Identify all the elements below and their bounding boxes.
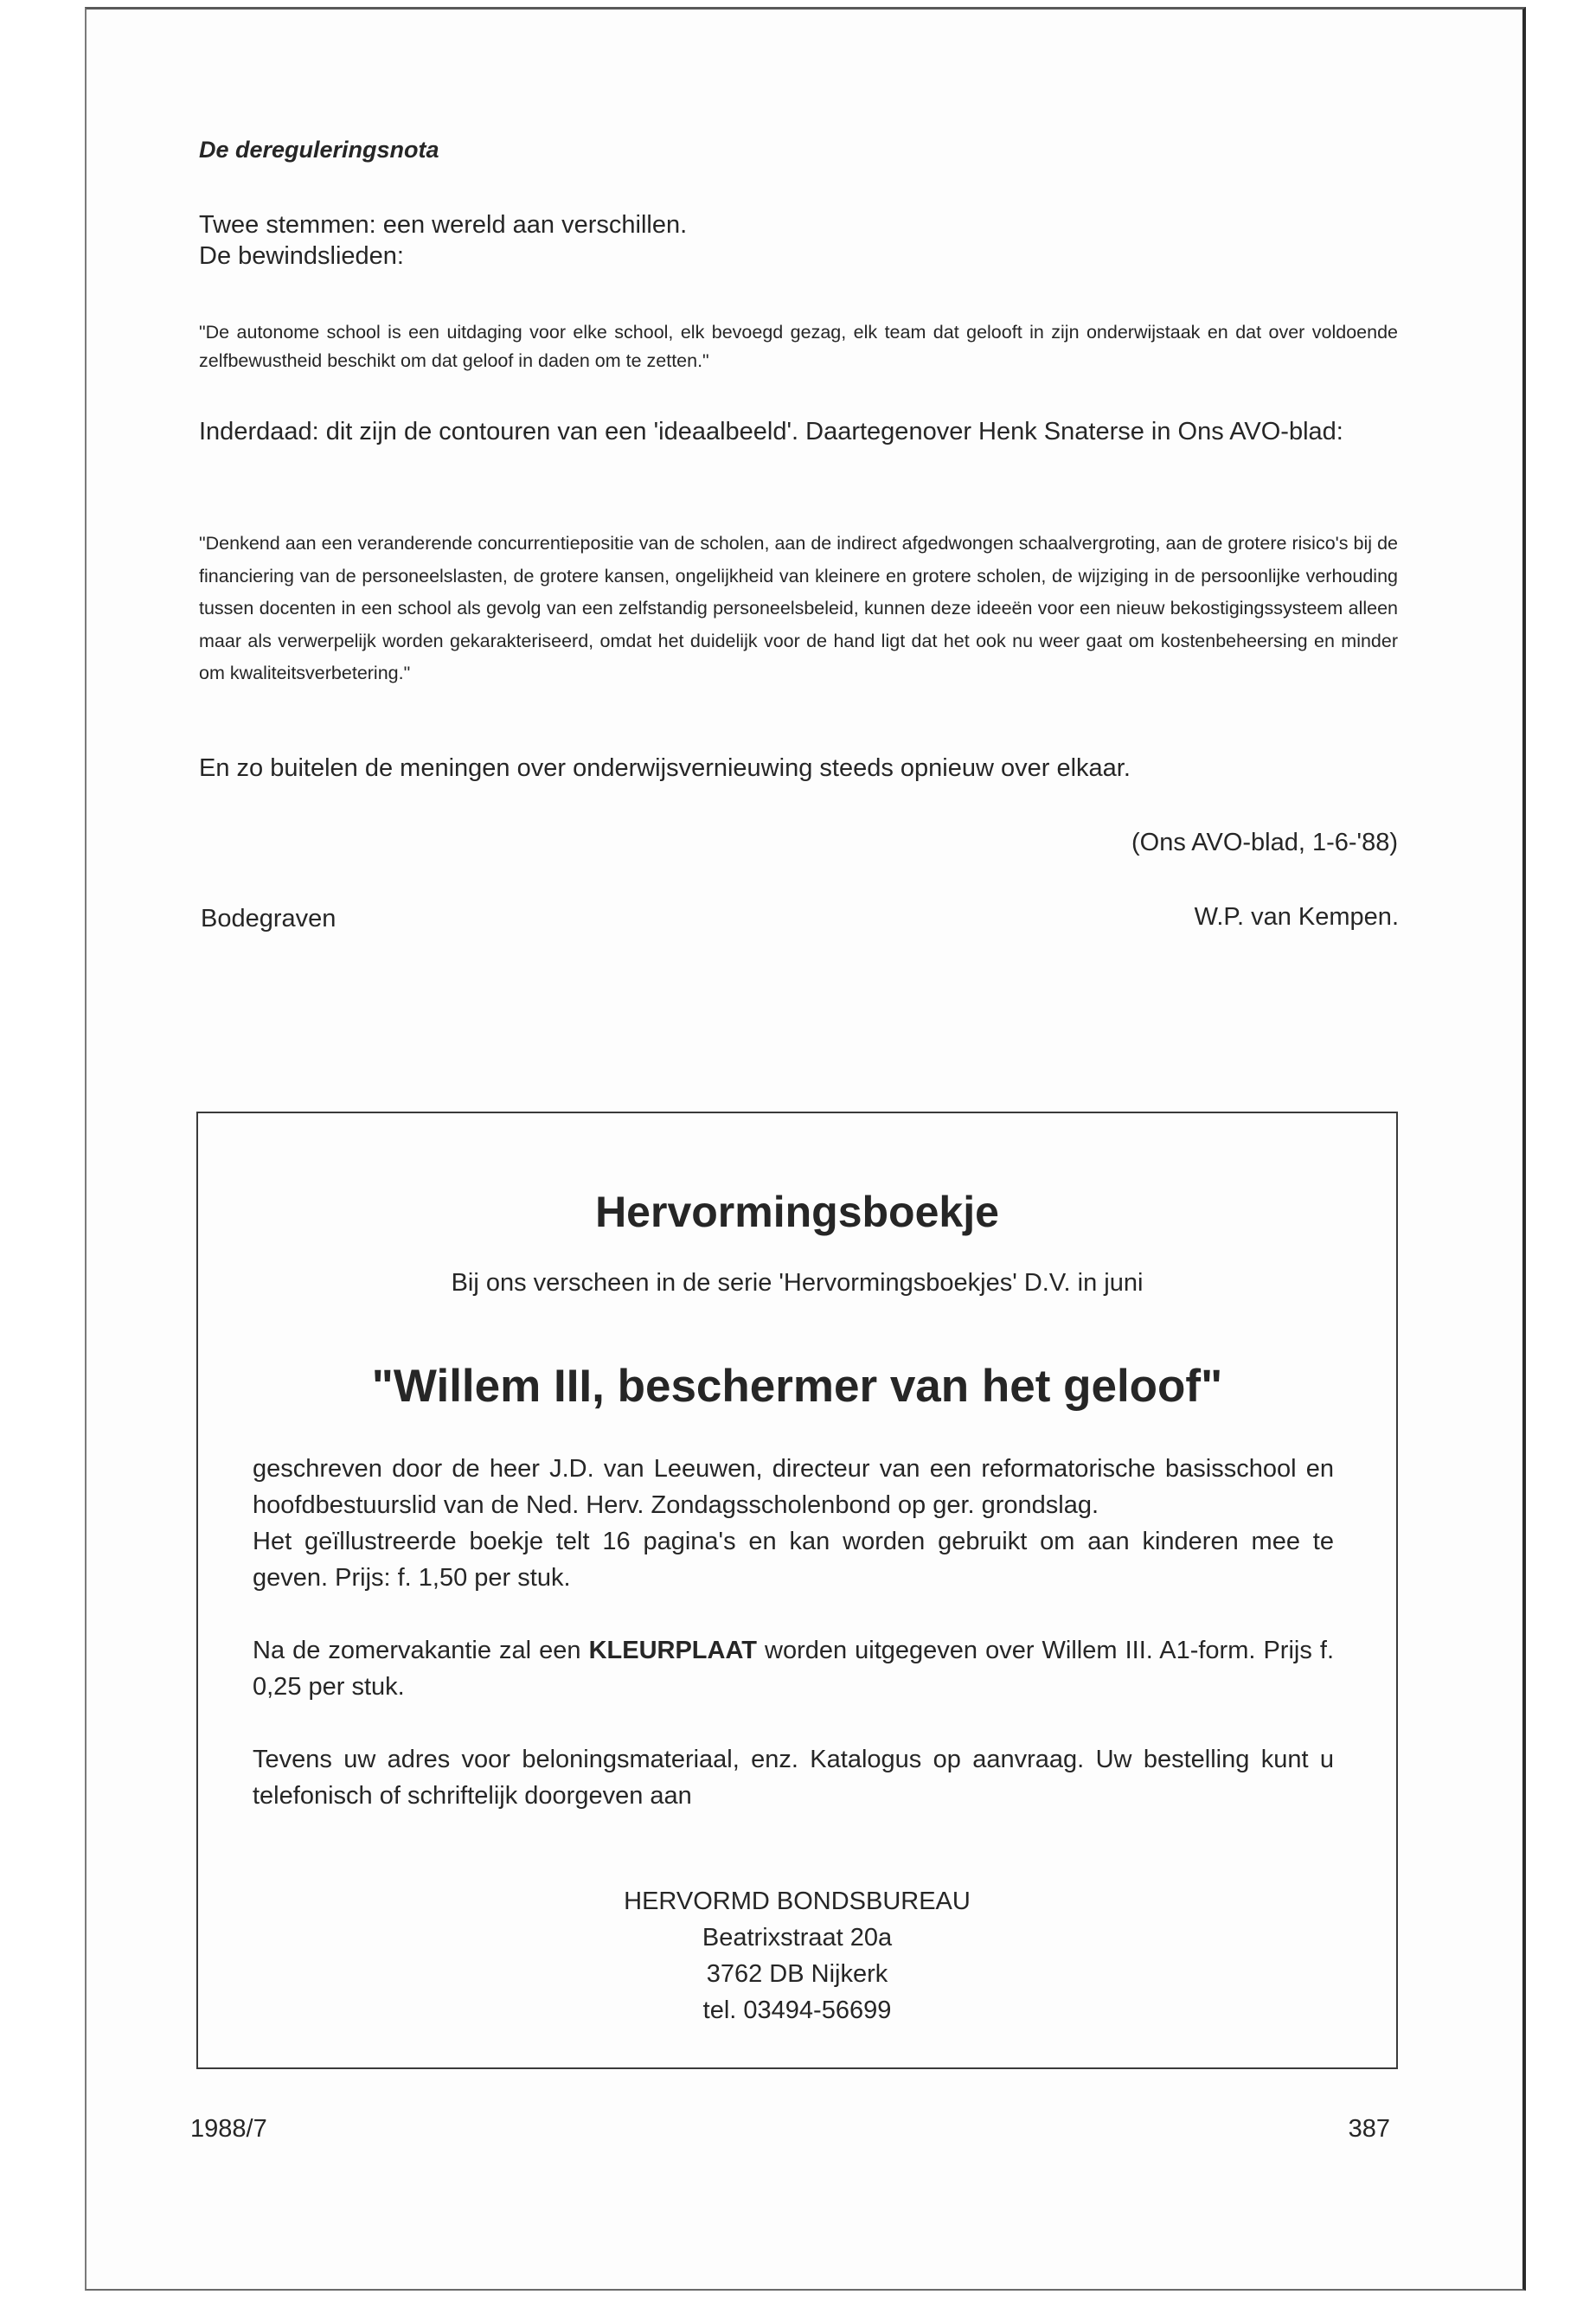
- ad-body: [253, 1451, 1334, 1814]
- ad-address: [198, 1883, 1396, 2029]
- intro-line: Twee stemmen: een wereld aan verschillen.: [199, 211, 688, 239]
- snaterse-quote: "Denkend aan een veranderende concurrentiepositie van de scholen, aan de indirect afgedwongen schaalvergroting, aan de grotere risico's bij de financiering van de personeelslasten, de grotere kansen, ongelijkheid van kleinere en grotere scholen, de wijziging in de persoonlijke verhouding tussen docenten in een school als gevolg van een zelfstandig personeelsbeleid, kunnen deze ideeën voor een nieuw bekostigingssysteem alleen maar als verwerpelijk worden gekarakteriseerd, omdat het duidelijk voor de hand ligt dat het ook nu weer gaat om kostenbeheersing en minder om kwaliteitsverbetering.": [199, 533, 1398, 683]
- article-conclusion: En zo buitelen de meningen over onderwijsvernieuwing steeds opnieuw over elkaar.: [199, 754, 1131, 782]
- ad-ordering: Tevens uw adres voor beloningsmateriaal, enz. Katalogus op aanvraag. Uw bestelling kunt u telefonisch of schriftelijk doorgeven aan: [253, 1746, 1334, 1810]
- government-quote: "De autonome school is een uitdaging voor elke school, elk bevoegd gezag, elk team dat gelooft in zijn onderwijstaak en dat over voldoende zelfbewustheid beschikt om dat geloof in daden om te zetten.": [199, 322, 1398, 371]
- article-intro: [199, 209, 1410, 272]
- ad-coloring-emphasis: KLEURPLAAT: [588, 1637, 757, 1664]
- intro-line: De bewindslieden:: [199, 242, 404, 270]
- ad-subtitle: Bij ons verscheen in de serie 'Hervormingsboekjes' D.V. in juni: [451, 1269, 1144, 1297]
- address-city: 3762 DB Nijkerk: [706, 1960, 888, 1988]
- article-source: (Ons AVO-blad, 1-6-'88): [1131, 829, 1398, 856]
- article-place: Bodegraven: [201, 905, 337, 933]
- address-name: HERVORMD BONDSBUREAU: [624, 1888, 971, 1915]
- advertisement-box: [196, 1112, 1398, 2069]
- article-title: De dereguleringsnota: [199, 137, 439, 163]
- ad-details: Het geïllustreerde boekje telt 16 pagina's en kan worden gebruikt om aan kinderen mee te geven. Prijs: f. 1,50 per stuk.: [253, 1528, 1334, 1592]
- article-paragraph: Inderdaad: dit zijn de contouren van een 'ideaalbeeld'. Daartegenover Henk Snaterse in Ons AVO-blad:: [199, 418, 1343, 445]
- ad-coloring-text: Na de zomervakantie zal een: [253, 1637, 581, 1664]
- ad-coloring-plate: [253, 1632, 1334, 1705]
- footer-page-number: 387: [1348, 2115, 1390, 2143]
- footer-issue: 1988/7: [190, 2115, 267, 2143]
- address-street: Beatrixstraat 20a: [702, 1924, 893, 1952]
- ad-title: Hervormingsboekje: [595, 1188, 999, 1236]
- address-phone: tel. 03494-56699: [702, 1997, 892, 2024]
- ad-coloring-text: worden uitgegeven over Willem III. A1-form. Prijs f. 0,25 per stuk.: [253, 1637, 1334, 1701]
- ad-description: geschreven door de heer J.D. van Leeuwen, directeur van een reformatorische basisschool en hoofdbestuurslid van de Ned. Herv. Zondagsscholenbond op ger. grondslag.: [253, 1455, 1334, 1519]
- article-author: W.P. van Kempen.: [1194, 903, 1399, 931]
- ad-book-title: "Willem III, beschermer van het geloof": [371, 1361, 1223, 1412]
